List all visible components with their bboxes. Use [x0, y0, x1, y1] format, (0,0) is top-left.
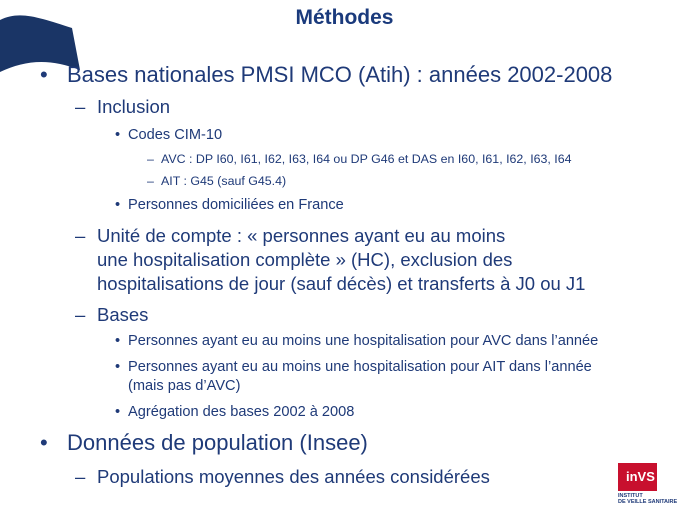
bullet-text-line-1: Personnes ayant eu au moins une hospitalisation pour AIT dans l’année	[128, 359, 592, 375]
bullet-text: Agrégation des bases 2002 à 2008	[128, 404, 355, 420]
bullet-mark: •	[115, 127, 121, 143]
invs-logo-text	[618, 493, 677, 505]
bullet-base-avc	[115, 333, 599, 349]
bullet-mark: •	[40, 62, 48, 87]
bullet-text: Populations moyennes des années considérées	[97, 466, 490, 487]
bullet-text: Bases nationales PMSI MCO (Atih) : années 2002-2008	[67, 62, 613, 87]
logo-line-2: DE VEILLE SANITAIRE	[618, 499, 678, 505]
bullet-mark: –	[75, 225, 86, 246]
bullet-text: AIT : G45 (sauf G45.4)	[161, 174, 287, 188]
bullet-donnees-population	[40, 430, 368, 456]
bullet-mark: –	[75, 96, 86, 117]
bullet-text: Codes CIM-10	[128, 127, 223, 143]
invs-logo-letters: inVS	[626, 469, 655, 484]
bullet-codes-cim10	[115, 127, 223, 143]
bullet-mark: •	[115, 333, 121, 349]
bullet-mark: –	[75, 304, 86, 325]
logo-line-1: INSTITUT	[618, 493, 643, 499]
bullet-text: AVC : DP I60, I61, I62, I63, I64 ou DP G46 et DAS en I60, I61, I62, I63, I64	[161, 152, 572, 166]
bullet-text-line-2: (mais pas d’AVC)	[128, 378, 241, 394]
bullet-text-line-1: Unité de compte : « personnes ayant eu au moins	[97, 225, 506, 246]
bullet-text: Personnes ayant eu au moins une hospitalisation pour AVC dans l’année	[128, 333, 599, 349]
page-title: Méthodes	[295, 6, 394, 29]
bullet-mark: –	[147, 152, 154, 166]
bullet-text-line-2: une hospitalisation complète » (HC), exclusion des	[97, 249, 513, 270]
bullet-unite-compte	[75, 224, 586, 296]
bullet-text-line-3: hospitalisations de jour (sauf décès) et transferts à J0 ou J1	[97, 273, 586, 294]
bullet-mark: •	[115, 197, 121, 213]
invs-logo	[615, 463, 685, 513]
invs-logo-mark	[618, 463, 657, 491]
bullet-mark: •	[115, 404, 121, 420]
bullet-agregation	[115, 404, 355, 420]
bullet-mark: –	[147, 174, 154, 188]
bullet-bases	[75, 304, 149, 326]
bullet-mark: •	[40, 430, 48, 455]
bullet-base-ait	[115, 358, 592, 396]
bullet-avc-codes	[147, 152, 572, 166]
bullet-text: Inclusion	[97, 96, 171, 117]
bullet-mark: •	[115, 359, 121, 375]
bullet-text: Bases	[97, 304, 149, 325]
bullet-text: Données de population (Insee)	[67, 430, 368, 455]
bullet-domicile-france	[115, 197, 344, 213]
bullet-ait-codes	[147, 174, 287, 188]
bullet-text: Personnes domiciliées en France	[128, 197, 344, 213]
bullet-pmsi-bases	[40, 62, 613, 88]
bullet-mark: –	[75, 466, 86, 487]
bullet-populations-moyennes	[75, 466, 490, 488]
bullet-inclusion	[75, 96, 171, 118]
